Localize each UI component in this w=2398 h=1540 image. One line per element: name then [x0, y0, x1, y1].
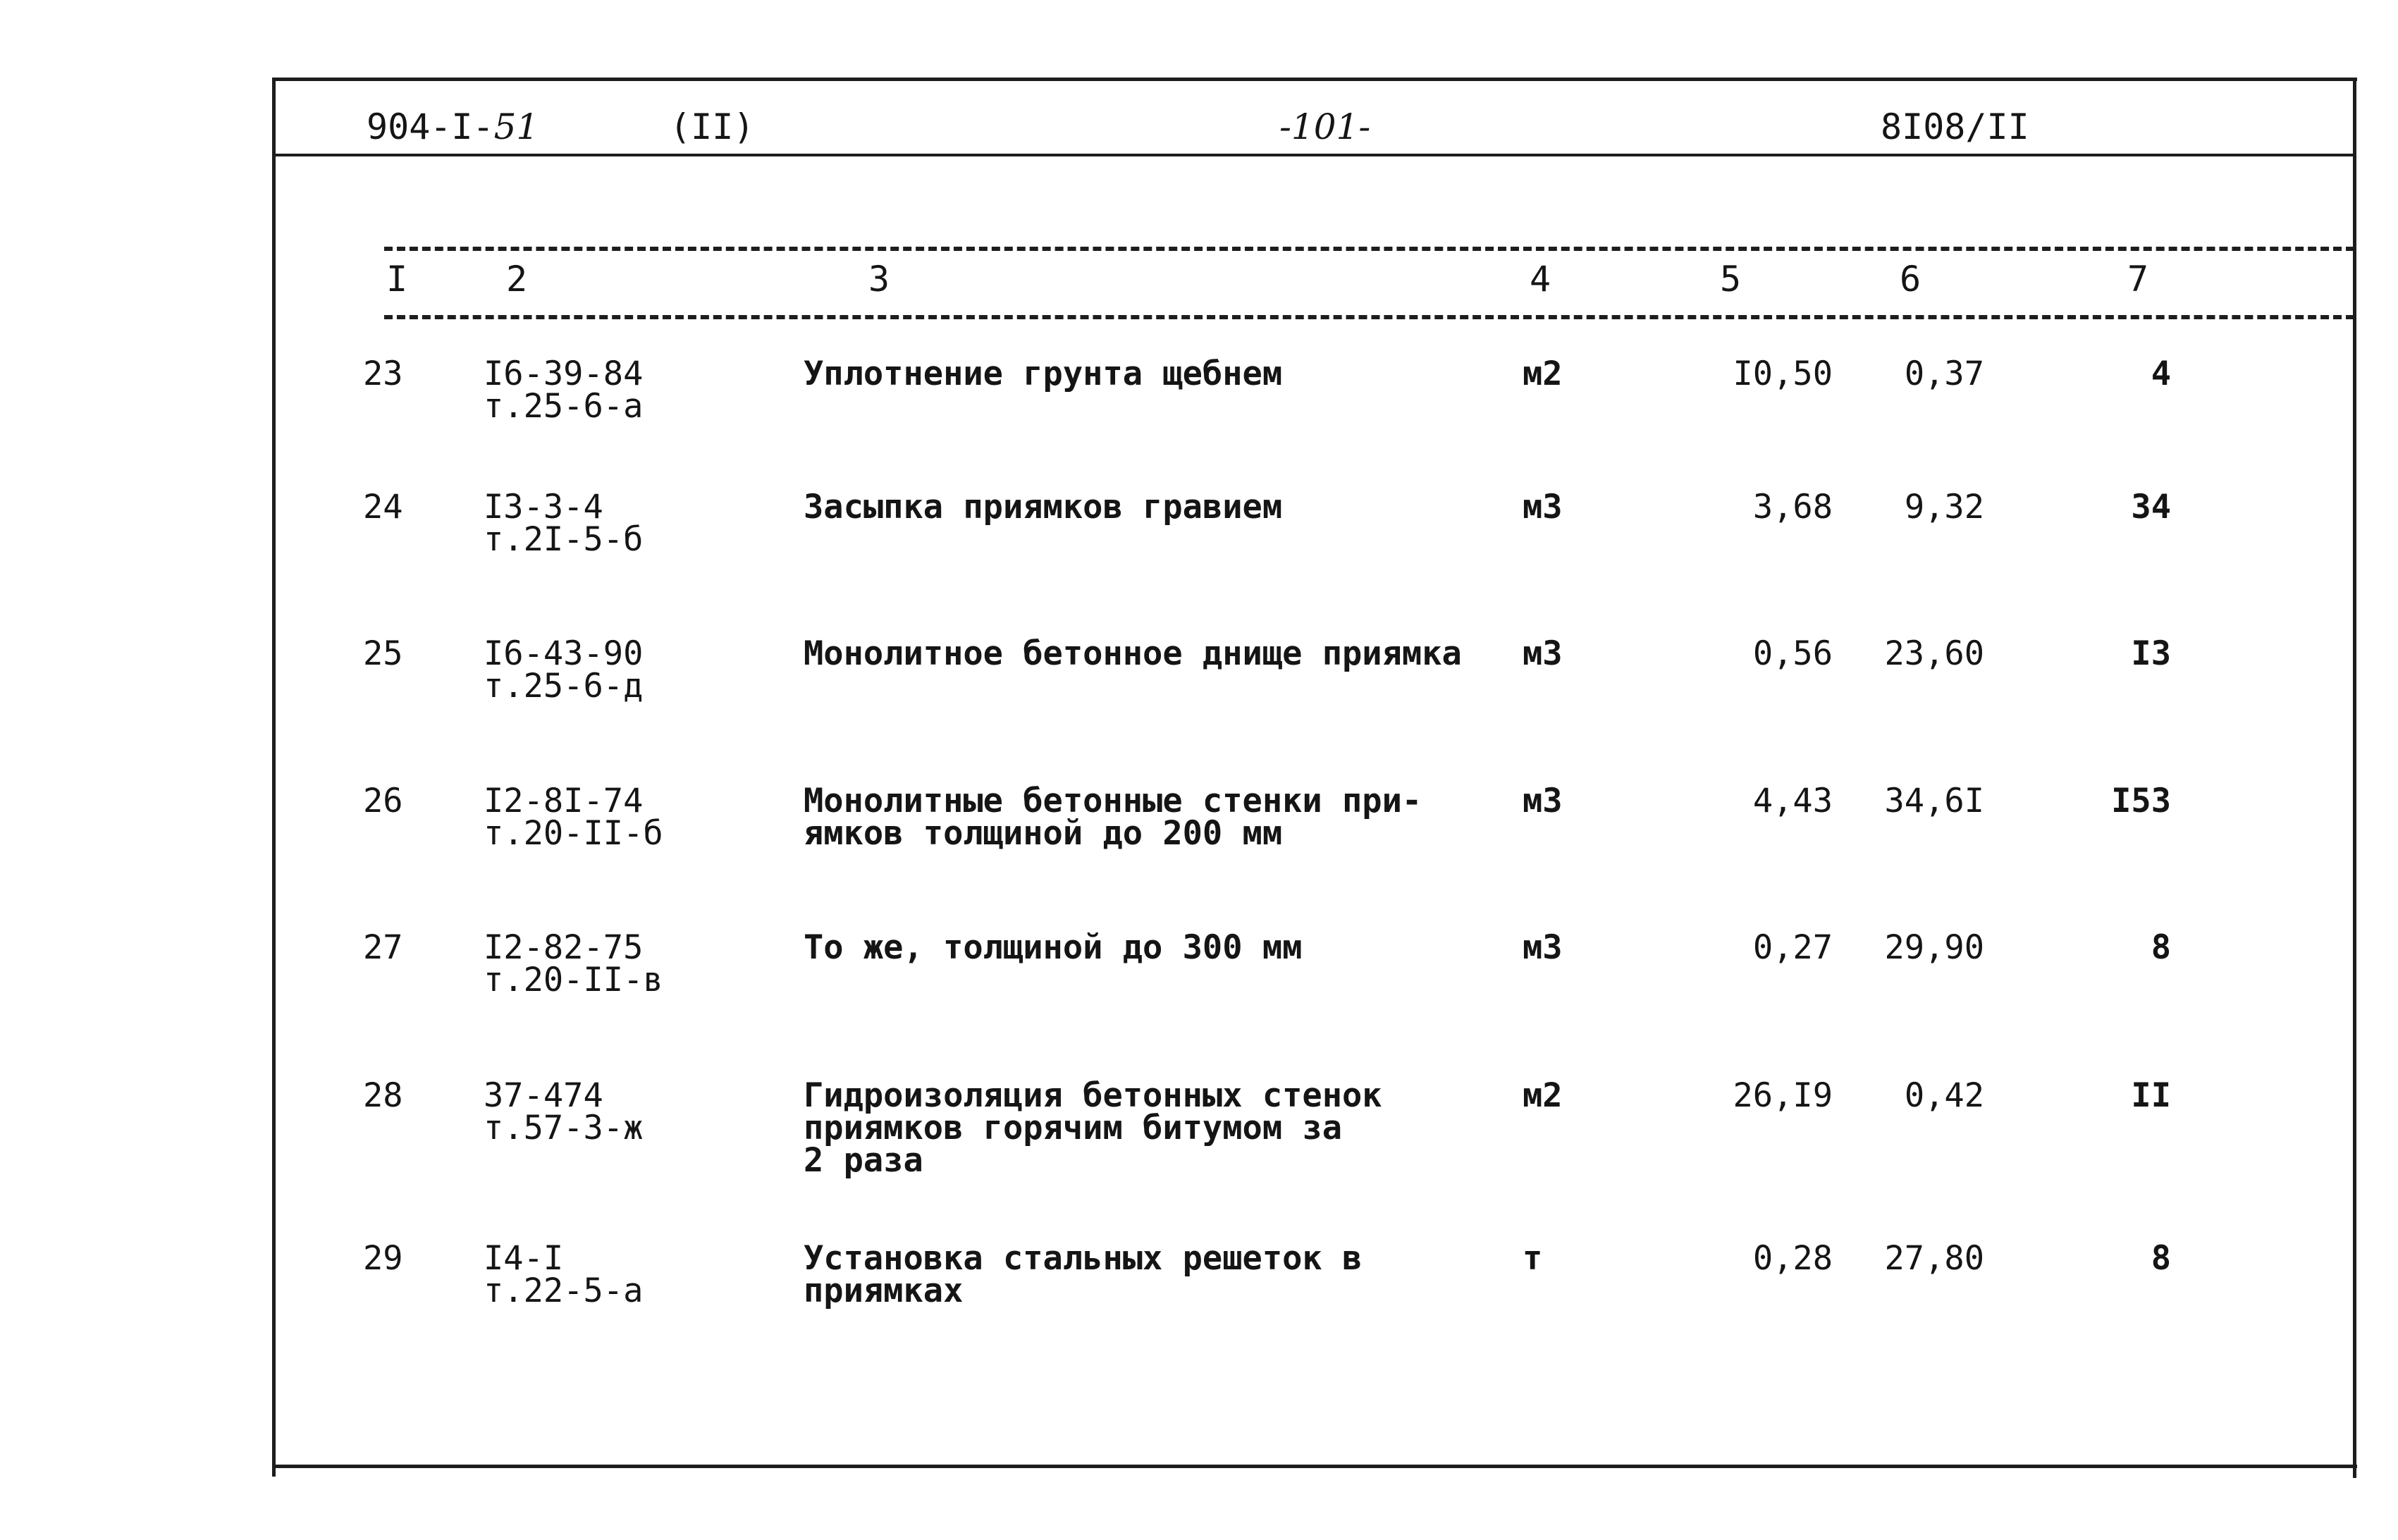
rate-code-line: I3-3-4: [484, 488, 603, 526]
unit-price: 34,6I: [1884, 782, 1984, 820]
quantity: 0,27: [1752, 928, 1833, 967]
column-number-7: 7: [2127, 259, 2149, 300]
rate-code: [484, 634, 644, 706]
work-description: [804, 634, 1462, 673]
rate-code-line: I2-82-75: [484, 928, 644, 967]
unit-price: 23,60: [1884, 634, 1984, 673]
row-number: 24: [363, 488, 403, 526]
rate-code-line: т.57-3-ж: [484, 1109, 644, 1147]
row-number: 28: [363, 1076, 403, 1115]
work-description-line: Монолитные бетонные стенки при-: [804, 782, 1422, 820]
rate-code-line: т.2I-5-б: [484, 520, 644, 559]
unit-of-measure: м2: [1523, 1076, 1563, 1115]
total-cost: I53: [2111, 782, 2171, 820]
work-description-line: 2 раза: [804, 1141, 923, 1180]
unit-price: 27,80: [1884, 1239, 1984, 1278]
work-description: [804, 488, 1283, 526]
unit-of-measure: м3: [1523, 634, 1563, 673]
column-number-2: 2: [506, 259, 528, 300]
rate-code: [484, 1076, 644, 1147]
quantity: 3,68: [1752, 488, 1833, 526]
rate-code: [484, 782, 663, 853]
rate-code-line: т.25-6-а: [484, 387, 644, 426]
frame-left-border: [272, 78, 276, 1477]
work-description-line: То же, толщиной до 300 мм: [804, 928, 1303, 967]
quantity: 0,28: [1752, 1239, 1833, 1278]
unit-price: 0,37: [1904, 355, 1984, 393]
column-number-4: 4: [1530, 259, 1551, 300]
work-description-line: приямках: [804, 1271, 964, 1310]
rate-code-line: I2-8I-74: [484, 782, 644, 820]
rate-code-line: I4-I: [484, 1239, 564, 1278]
rate-code: [484, 928, 663, 999]
unit-of-measure: т: [1523, 1239, 1543, 1278]
total-cost: 8: [2151, 928, 2171, 967]
column-number-1: I: [386, 259, 408, 300]
work-description: [804, 782, 1422, 853]
unit-of-measure: м3: [1523, 488, 1563, 526]
row-number: 26: [363, 782, 403, 820]
rate-code: [484, 355, 644, 426]
total-cost: I3: [2131, 634, 2171, 673]
frame-bottom-border: [273, 1465, 2357, 1468]
column-header-top-rule: [384, 247, 2354, 251]
total-cost: 34: [2131, 488, 2171, 526]
row-number: 27: [363, 928, 403, 967]
series-prefix: 904-I-: [367, 106, 494, 147]
row-number: 29: [363, 1239, 403, 1278]
quantity: 26,I9: [1733, 1076, 1833, 1115]
series-number: [367, 106, 539, 148]
total-cost: 8: [2151, 1239, 2171, 1278]
work-description: [804, 1076, 1382, 1180]
column-header-bottom-rule: [384, 315, 2354, 319]
work-description-line: Монолитное бетонное днище приямка: [804, 634, 1462, 673]
total-cost: 4: [2151, 355, 2171, 393]
page-number: -101-: [1279, 106, 1371, 147]
total-cost: II: [2131, 1076, 2171, 1115]
column-number-3: 3: [868, 259, 890, 300]
rate-code-line: I6-39-84: [484, 355, 644, 393]
work-description-line: Установка стальных решеток в: [804, 1239, 1363, 1278]
work-description-line: Засыпка приямков гравием: [804, 488, 1283, 526]
volume-label: (II): [670, 106, 755, 147]
rate-code: [484, 1239, 644, 1310]
work-description: [804, 928, 1303, 967]
column-number-5: 5: [1720, 259, 1742, 300]
row-number: 25: [363, 634, 403, 673]
work-description-line: ямков толщиной до 200 мм: [804, 814, 1283, 853]
rate-code-line: I6-43-90: [484, 634, 644, 673]
unit-price: 0,42: [1904, 1076, 1984, 1115]
rate-code: [484, 488, 644, 559]
frame-top-border: [273, 78, 2357, 81]
rate-code-line: т.20-II-в: [484, 961, 663, 999]
quantity: 4,43: [1752, 782, 1833, 820]
frame-right-border: [2353, 79, 2356, 1478]
unit-price: 29,90: [1884, 928, 1984, 967]
work-description-line: приямков горячим битумом за: [804, 1109, 1343, 1147]
rate-code-line: т.22-5-а: [484, 1271, 644, 1310]
row-number: 23: [363, 355, 403, 393]
rate-code-line: т.20-II-б: [484, 814, 663, 853]
unit-of-measure: м2: [1523, 355, 1563, 393]
quantity: 0,56: [1752, 634, 1833, 673]
rate-code-line: т.25-6-д: [484, 667, 644, 706]
work-description-line: Уплотнение грунта щебнем: [804, 355, 1283, 393]
unit-price: 9,32: [1904, 488, 1984, 526]
work-description-line: Гидроизоляция бетонных стенок: [804, 1076, 1382, 1115]
column-number-6: 6: [1900, 259, 1922, 300]
rate-code-line: 37-474: [484, 1076, 603, 1115]
document-number: 8I08/II: [1881, 106, 2029, 147]
header-divider: [276, 154, 2355, 156]
quantity: I0,50: [1733, 355, 1833, 393]
work-description: [804, 1239, 1363, 1310]
unit-of-measure: м3: [1523, 782, 1563, 820]
work-description: [804, 355, 1283, 393]
unit-of-measure: м3: [1523, 928, 1563, 967]
series-handwritten-number: 51: [493, 106, 539, 147]
